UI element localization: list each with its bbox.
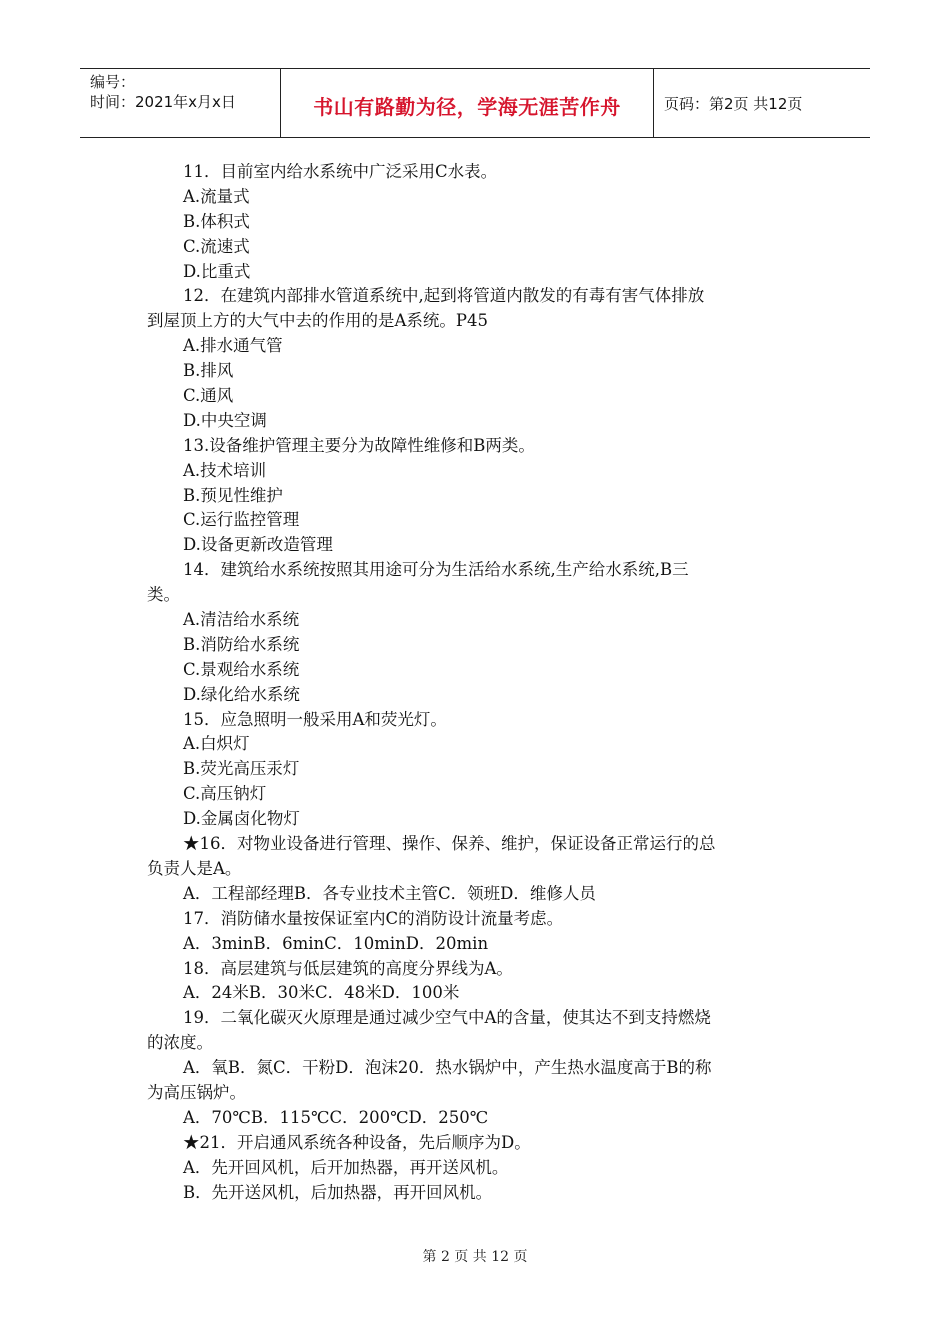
text-line: A.流量式	[183, 186, 250, 206]
text-line: A.清洁给水系统	[183, 610, 300, 630]
text-line: B.消防给水系统	[183, 634, 300, 654]
text-line: B.体积式	[183, 211, 250, 231]
text-line: C.流速式	[183, 236, 250, 256]
text-line: A．氧B．氮C．干粉D．泡沫20．热水锅炉中，产生热水温度高于B的称	[183, 1058, 712, 1078]
text-line: 17．消防储水量按保证室内C的消防设计流量考虑。	[183, 908, 564, 928]
text-line: C.景观给水系统	[183, 659, 300, 679]
header-info-cell	[80, 69, 281, 137]
text-line: 到屋顶上方的大气中去的作用的是A系统。P45	[147, 311, 489, 331]
text-line: D.设备更新改造管理	[183, 535, 333, 555]
text-line: 14．建筑给水系统按照其用途可分为生活给水系统,生产给水系统,B三	[183, 560, 689, 580]
motto-text: 书山有路勤为径，学海无涯苦作舟	[313, 95, 621, 119]
text-line: 13.设备维护管理主要分为故障性维修和B两类。	[183, 435, 535, 455]
text-line: 的浓度。	[147, 1033, 213, 1053]
text-line: A.白炽灯	[183, 734, 250, 754]
text-line: 负责人是A。	[147, 858, 242, 878]
text-line: 11．目前室内给水系统中广泛采用C水表。	[183, 162, 498, 181]
text-line: C.通风	[183, 386, 234, 406]
text-line: A．70℃B．115℃C．200℃D．250℃	[183, 1107, 489, 1127]
text-line: C.高压钠灯	[183, 784, 267, 804]
text-line: A．24米B．30米C．48米D．100米	[183, 983, 460, 1003]
text-line: A．工程部经理B．各专业技术主管C．领班D．维修人员	[183, 883, 596, 903]
text-line: 19．二氧化碳灭火原理是通过减少空气中A的含量，使其达不到支持燃烧	[183, 1008, 711, 1028]
text-line: B.排风	[183, 361, 234, 381]
text-line: ★16．对物业设备进行管理、操作、保养、维护，保证设备正常运行的总	[183, 834, 716, 854]
header-page-cell	[654, 69, 870, 137]
text-line: D.比重式	[183, 261, 251, 281]
text-line: D.金属卤化物灯	[183, 809, 300, 829]
text-line: D.中央空调	[183, 410, 267, 430]
text-line: B．先开送风机，后加热器，再开回风机。	[183, 1182, 493, 1202]
text-line: D.绿化给水系统	[183, 684, 300, 704]
text-line: 为高压锅炉。	[147, 1082, 246, 1102]
text-line: A．3minB．6minC．10minD．20min	[183, 933, 489, 953]
page-info-label: 页码：第2页 共12页	[664, 95, 803, 113]
text-line: B.荧光高压汞灯	[183, 759, 300, 779]
text-line: 12．在建筑内部排水管道系统中,起到将管道内散发的有毒有害气体排放	[183, 286, 705, 306]
text-line: ★21．开启通风系统各种设备，先后顺序为D。	[183, 1132, 531, 1152]
header-motto-cell	[281, 69, 654, 137]
text-line: 类。	[147, 585, 180, 605]
text-line: A.技术培训	[183, 460, 267, 480]
text-line: B.预见性维护	[183, 485, 283, 505]
text-line: 18．高层建筑与低层建筑的高度分界线为A。	[183, 958, 513, 978]
document-date-label: 时间：2021年x月x日	[90, 93, 236, 111]
text-line: A．先开回风机，后开加热器，再开送风机。	[183, 1157, 509, 1177]
text-line: 15．应急照明一般采用A和荧光灯。	[183, 709, 447, 729]
text-line: A.排水通气管	[183, 336, 283, 356]
text-line: C.运行监控管理	[183, 510, 300, 530]
document-number-label: 编号：	[90, 73, 136, 91]
page-header	[80, 68, 870, 138]
page-footer: 第 2 页 共 12 页	[422, 1249, 528, 1265]
document-body	[147, 160, 807, 1205]
